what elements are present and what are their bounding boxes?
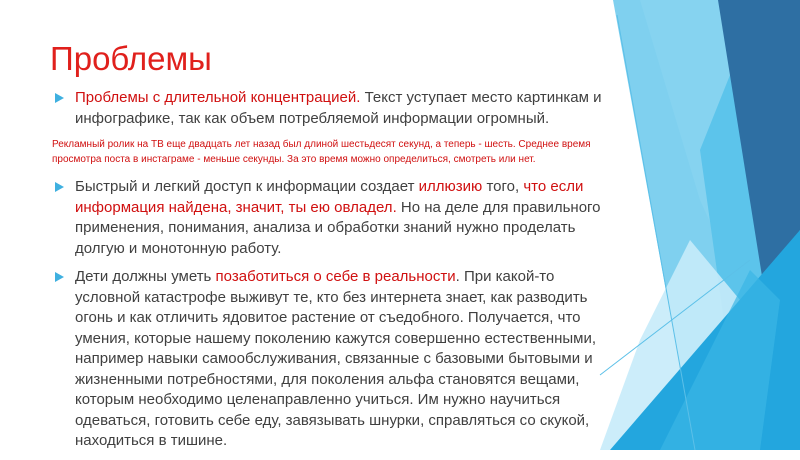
bullet-text: . При какой-то условной катастрофе выживут те, кто без интернета знает, как разводить огонь и как отличить ядовитое растение от съедобного. Получается, что умения, которые нашему поколению кажутся совершенно естественными, например навыки самообслуживания, связанные с базовыми бытовыми и жизненными потребностями, для поколения альфа становятся вещами, которым необходимо целенаправленно учиться. Им нужно научиться одеваться, готовить себе еду, завязывать шнурки, справляться со скукой, находиться в тишине. [75,268,597,449]
highlight-text: Проблемы с длительной концентрацией. [75,89,361,106]
highlight-text: позаботиться о себе в реальности [215,268,456,285]
highlight-text: иллюзию [418,178,483,195]
bullet-text: Быстрый и легкий доступ к информации создает [75,178,419,195]
highlight-text: что если информация найдена, значит, ты ею овладел. [75,178,584,216]
bullet-concentration [55,88,620,129]
bullet-arrow-icon [55,93,64,103]
slide-title: Проблемы [50,40,212,77]
bullet-text: Дети должны уметь [75,268,216,285]
slide-content [52,88,620,460]
bullet-arrow-icon [55,182,64,192]
note-text: Рекламный ролик на ТВ еще двадцать лет назад был длиной шестьдесят секунд, а теперь - шесть. Среднее время просмотра поста в инстаграме - меньше секунды. За это время можно определиться, смотреть или нет. [52,139,591,165]
bullet-arrow-icon [55,272,64,282]
bullet-access [55,177,620,259]
bullet-text: того, [482,178,524,195]
bullet-children [55,267,620,452]
bullet-text: Текст уступает место картинкам и инфографике, так как объем потребляемой информации огромный. [75,89,602,127]
bullet-text: Но на деле для правильного применения, понимания, анализа и обработки знаний нужно проделать долгую и монотонную работу. [75,198,601,257]
